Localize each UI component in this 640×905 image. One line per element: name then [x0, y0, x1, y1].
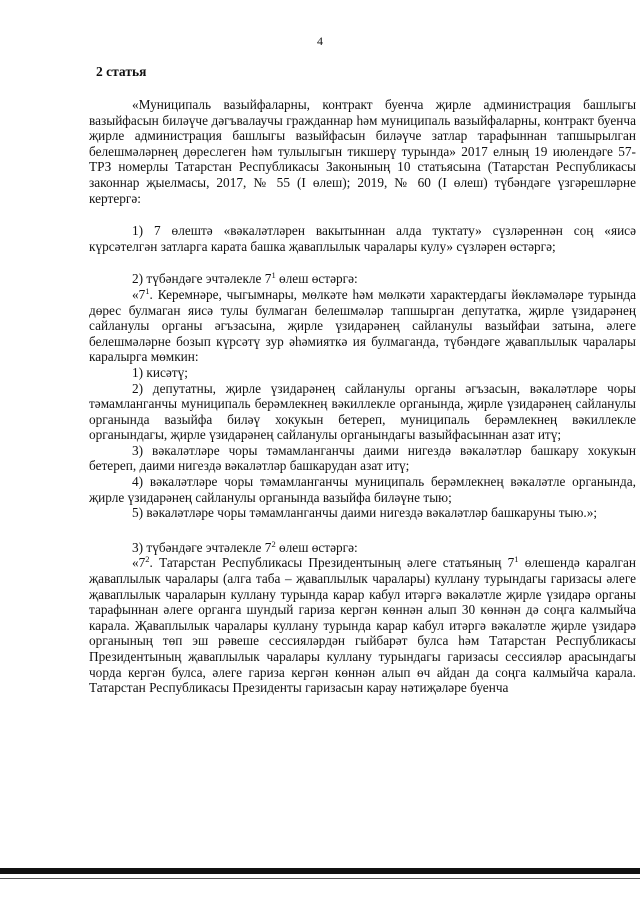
- item-3-para-text-b: өлешендә каралган җаваплылык чаралары (алга таба – җаваплылык чаралары) куллану турындагы гаризасы әлеге җаваплылык чараларын куллану турында карар кабул итәргә вәкаләтле җирле үзидарә органы тарафыннан әлеге органга шундый гариза кергән көннән алып 30 көннән дә соңга калмыйча карала. Җаваплылык чаралары куллану турында карар кабул итәргә вәкаләтле җирле үзидарә органының төп эш рәвеше сессияләрдән гыйбарәт булса һәм Татарстан Республикасы Президентының җаваплылык чаралары куллану турындагы гаризасы сессияләр арасындагы чорда кергән булса, әлеге гариза кергән көннән алып өч айдан да соңга калмыйча карала. Татарстан Республикасы Президенты гаризасын карау нәтиҗәләре буенча: [89, 555, 636, 696]
- item-3-lead-text-end: өлеш өстәргә:: [275, 539, 358, 555]
- item-3-lead-text: 3) түбәндәге эчтәлекле 7: [132, 539, 272, 555]
- intro-paragraph: «Муниципаль вазыйфаларны, контракт буенча җирле администрация башлыгы вазыйфасын биләүче дәгъвалаучы гражданнар һәм муниципаль вазыйфаларны, контракт буенча җирле администрация башлыгы вазыйфасын биләүче затлар тарафыннан тапшырылган белешмәләрнең дөреслеген һәм тулылыгын тикшерү турында» 2017 елның 19 июлендәге 57-ТРЗ номерлы Татарстан Республикасы Законының 10 статьясына (Татарстан Республикасы законнар җыелмасы, 2017, № 55 (I өлеш); 2019, № 60 (I өлеш) түбәндәге үзгәрешләрне кертергә:: [89, 97, 636, 206]
- item-2-sub-2: 2) депутатны, җирле үзидарәнең сайланулы органы әгъзасын, вәкаләтләре чоры тәмамланганчы муниципаль берәмлекнең вәкиллекле органында, җирле үзидарәнең сайланулы органында вазыйфа биләү хокукын бетереп, муниципаль берәмлекнең вәкиллекле органындагы, җирле үзидарәнең сайланулы органындагы вазыйфасыннан азат итү;: [89, 380, 636, 443]
- item-2-lead-superscript: 1: [271, 270, 276, 281]
- item-1-paragraph: 1) 7 өлештә «вәкаләтләрен вакытыннан алда туктату» сүзләреннән соң «яисә күрсәтелгән затларга карата башка җаваплылык чаралары кулу» сүзләрен өстәргә;: [89, 223, 636, 254]
- item-2-para-superscript: 1: [145, 285, 150, 296]
- item-3-paragraph: [89, 555, 636, 695]
- item-3-lead-superscript: 2: [271, 538, 276, 549]
- item-3-para-start: «7: [132, 555, 146, 571]
- item-2-sub-1: 1) кисәтү;: [132, 364, 188, 380]
- item-2-lead-text: 2) түбәндәге эчтәлекле 7: [132, 271, 272, 287]
- item-2-paragraph: [89, 287, 636, 365]
- item-2-sub-5: 5) вәкаләтләре чоры тәмамланганчы даими нигездә вәкаләтләр башкаруны тыю.»;: [132, 505, 598, 521]
- item-3-lead: [89, 540, 636, 556]
- scan-bottom-border: [0, 868, 640, 874]
- item-2-para-start: «7: [132, 286, 146, 302]
- item-3-para-superscript-b: 1: [514, 554, 519, 565]
- scan-bottom-line: [0, 878, 640, 879]
- article-heading: 2 статья: [96, 64, 147, 79]
- item-2-lead: [89, 271, 636, 287]
- item-2-para-text: . Керемнәре, чыгымнары, мөлкәте һәм мөлкәти характердагы йөкләмәләре турында дөрес булмаган яисә тулы булмаган белешмәләр тапшырган депутатка, җирле үзидарәнең сайланулы органы әгъзасына, җирле үзидарәнең сайланулы вазыйфаи затына, әлеге белешмәләрне бозып күрсәтү зур әһәмияткә ия булмаганда, түбәндәге җаваплылык чаралары каралырга мөмкин:: [89, 286, 636, 365]
- page-number: 4: [317, 34, 323, 48]
- item-3-para-superscript-a: 2: [145, 554, 150, 565]
- item-3-para-text-a: . Татарстан Республикасы Президентының әлеге статьяның 7: [149, 555, 515, 571]
- document-body: [89, 97, 636, 696]
- item-2-sub-4: 4) вәкаләтләре чоры тәмамланганчы муниципаль берәмлекнең вәкаләтле органында, җирле үзидарәнең сайланулы органында вазыйфа биләүне тыю;: [89, 474, 636, 505]
- item-2-sub-3: 3) вәкаләтләре чоры тәмамланганчы даими нигездә вәкаләтләр башкару хокукын бетереп, даими нигездә вәкаләтләр башкарудан азат итү;: [89, 442, 636, 474]
- item-2-lead-text-end: өлеш өстәргә:: [275, 271, 358, 287]
